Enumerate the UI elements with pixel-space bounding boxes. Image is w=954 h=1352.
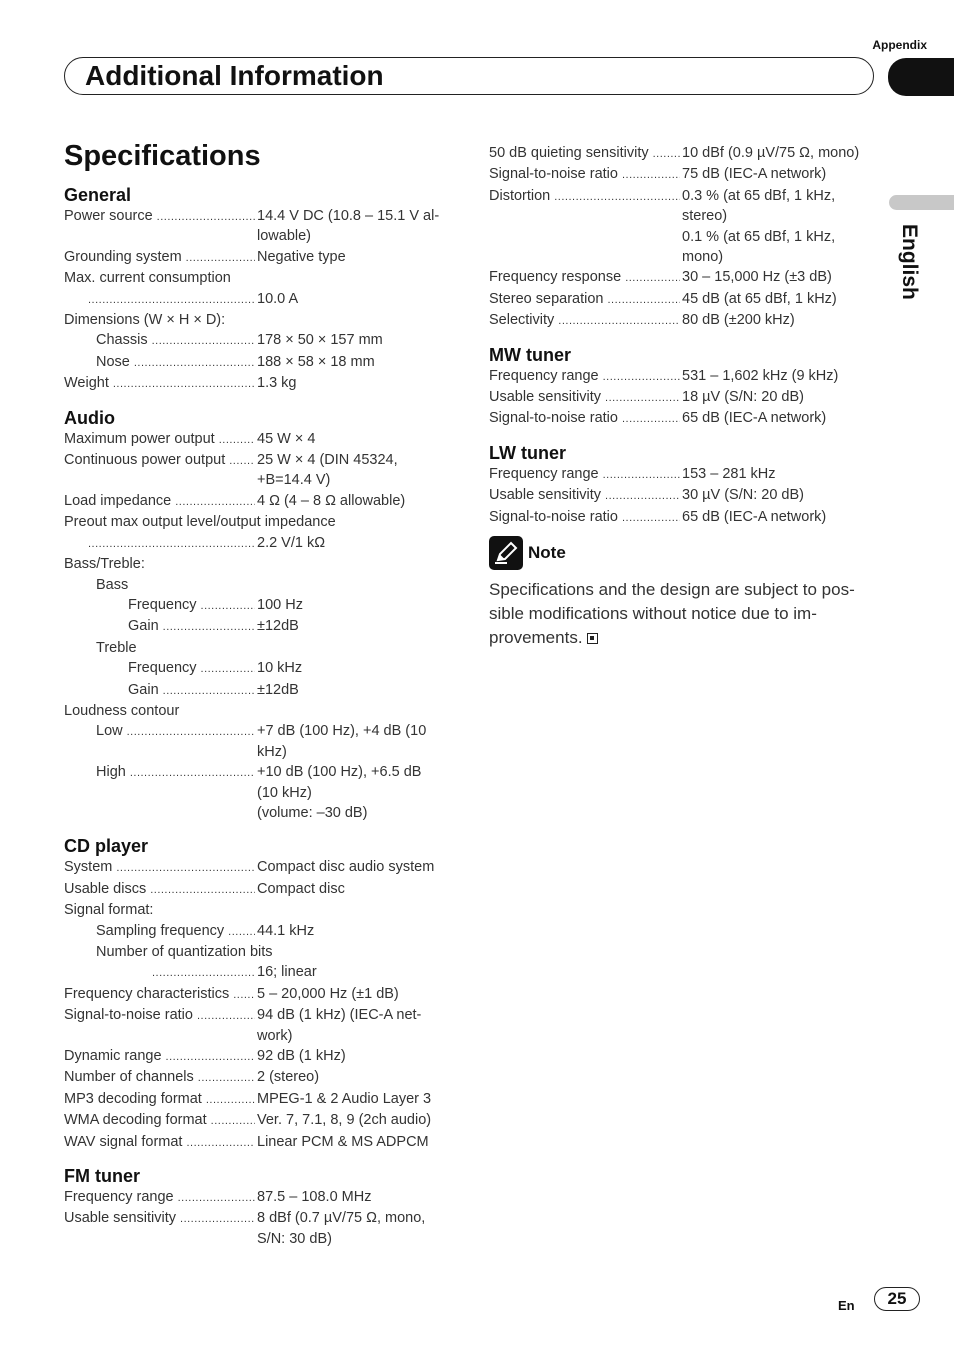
spec-label-cell bbox=[64, 680, 257, 701]
leader-dots bbox=[206, 1089, 255, 1110]
spec-value: 75 dB (IEC-A network) bbox=[682, 166, 827, 183]
leader-dots bbox=[152, 962, 255, 983]
leader-dots bbox=[605, 387, 680, 408]
spec-label-cell bbox=[64, 373, 257, 394]
spec-label-cell bbox=[64, 879, 257, 900]
spec-value: 10.0 A bbox=[257, 290, 299, 307]
pencil-icon bbox=[489, 536, 523, 570]
note-header bbox=[489, 536, 879, 570]
spec-value: 10 kHz bbox=[257, 660, 303, 677]
spec-row bbox=[64, 1005, 454, 1046]
spec-label: Stereo separation bbox=[489, 290, 604, 307]
leader-dots bbox=[152, 330, 255, 351]
spec-label: Low bbox=[96, 723, 123, 740]
section-gap bbox=[64, 395, 454, 407]
spec-heading bbox=[64, 512, 454, 532]
spec-row bbox=[64, 658, 454, 679]
spec-label: Signal-to-noise ratio bbox=[64, 1007, 193, 1024]
spec-value: 153 – 281 kHz bbox=[682, 465, 776, 482]
section-gap bbox=[489, 430, 879, 442]
spec-label-cell bbox=[64, 1208, 257, 1249]
leader-dots bbox=[625, 267, 680, 288]
leader-dots bbox=[88, 289, 255, 310]
spec-label-cell bbox=[64, 962, 257, 983]
spec-label-cell bbox=[64, 1089, 257, 1110]
spec-row bbox=[64, 921, 454, 942]
leader-dots bbox=[622, 408, 680, 429]
page-title: Specifications bbox=[64, 140, 261, 172]
spec-label-cell bbox=[489, 366, 682, 387]
note-text bbox=[489, 578, 874, 650]
leader-dots bbox=[622, 507, 680, 528]
spec-label: Grounding system bbox=[64, 248, 182, 265]
leader-dots bbox=[134, 352, 255, 373]
spec-value: Linear PCM & MS ADPCM bbox=[257, 1133, 429, 1150]
spec-row bbox=[489, 267, 879, 288]
spec-heading-text: Preout max output level/output impedance bbox=[64, 514, 336, 531]
spec-label-cell bbox=[489, 267, 682, 288]
spec-label-cell bbox=[64, 330, 257, 351]
spec-row bbox=[64, 429, 454, 450]
spec-value: 10 dBf (0.9 µV/75 Ω, mono) bbox=[682, 145, 860, 161]
spec-label: Usable sensitivity bbox=[489, 389, 602, 406]
spec-value: Compact disc audio system bbox=[257, 859, 435, 876]
chapter-tab bbox=[888, 58, 954, 96]
spec-row bbox=[489, 387, 879, 408]
leader-dots bbox=[166, 1046, 255, 1067]
spec-heading-text: Max. current consumption bbox=[64, 270, 231, 287]
leader-dots bbox=[197, 1005, 255, 1046]
spec-label: High bbox=[96, 764, 126, 781]
spec-row bbox=[64, 616, 454, 637]
spec-row bbox=[489, 310, 879, 331]
spec-label: WAV signal format bbox=[64, 1133, 183, 1150]
spec-row bbox=[64, 762, 454, 823]
spec-label: Frequency range bbox=[489, 465, 599, 482]
spec-value: 80 dB (±200 kHz) bbox=[682, 312, 795, 329]
spec-label: Usable sensitivity bbox=[489, 487, 602, 504]
spec-value: 4 Ω (4 – 8 Ω allowable) bbox=[257, 492, 406, 509]
spec-value: 44.1 kHz bbox=[257, 922, 315, 939]
spec-label-cell bbox=[64, 1005, 257, 1046]
spec-label-cell bbox=[489, 408, 682, 429]
leader-dots bbox=[150, 879, 255, 900]
appendix-label: Appendix bbox=[872, 38, 927, 52]
spec-row bbox=[489, 289, 879, 310]
spec-label: Usable discs bbox=[64, 880, 147, 897]
language-code: En bbox=[838, 1298, 855, 1313]
spec-row bbox=[64, 721, 454, 762]
section-gap bbox=[64, 823, 454, 835]
leader-dots bbox=[211, 1110, 255, 1131]
leader-dots bbox=[113, 373, 255, 394]
spec-label: Gain bbox=[128, 681, 159, 698]
spec-label: Frequency bbox=[128, 596, 197, 613]
spec-value: ±12dB bbox=[257, 618, 299, 635]
spec-value: 531 – 1,602 kHz (9 kHz) bbox=[682, 367, 839, 384]
spec-value: 178 × 50 × 157 mm bbox=[257, 332, 383, 349]
spec-value: 65 dB (IEC-A network) bbox=[682, 410, 827, 427]
spec-label: Power source bbox=[64, 208, 153, 224]
spec-label: Signal-to-noise ratio bbox=[489, 410, 618, 427]
spec-row bbox=[64, 595, 454, 616]
spec-label-cell bbox=[64, 491, 257, 512]
right-column bbox=[489, 143, 879, 650]
spec-value: 18 µV (S/N: 20 dB) bbox=[682, 389, 804, 406]
language-tab-label: English bbox=[898, 224, 921, 300]
spec-label: Frequency characteristics bbox=[64, 985, 230, 1002]
spec-label: Frequency range bbox=[64, 1189, 174, 1206]
spec-row bbox=[64, 1089, 454, 1110]
note-body: Specifications and the design are subject to pos-sible modifications without notice due to im-provements. bbox=[489, 580, 855, 648]
note-label: Note bbox=[528, 543, 566, 563]
spec-value: 30 µV (S/N: 20 dB) bbox=[682, 487, 804, 504]
spec-label: Dynamic range bbox=[64, 1048, 162, 1065]
spec-label: 50 dB quieting sensitivity bbox=[489, 145, 649, 161]
spec-heading bbox=[64, 575, 454, 595]
spec-label: Selectivity bbox=[489, 312, 555, 329]
spec-value: 87.5 – 108.0 MHz bbox=[257, 1189, 372, 1206]
spec-row bbox=[64, 857, 454, 878]
spec-row bbox=[489, 186, 879, 268]
spec-label: Weight bbox=[64, 375, 109, 392]
spec-label: WMA decoding format bbox=[64, 1112, 207, 1129]
leader-dots bbox=[163, 680, 255, 701]
spec-label-cell bbox=[64, 289, 257, 310]
spec-label-cell bbox=[64, 762, 257, 823]
spec-label-cell bbox=[64, 857, 257, 878]
spec-value: Ver. 7, 7.1, 8, 9 (2ch audio) bbox=[257, 1112, 432, 1129]
leader-dots bbox=[653, 143, 680, 164]
spec-value: 25 W × 4 (DIN 45324, +B=14.4 V) bbox=[257, 452, 398, 489]
leader-dots bbox=[116, 857, 255, 878]
spec-row bbox=[489, 164, 879, 185]
spec-label-cell bbox=[489, 507, 682, 528]
spec-row bbox=[64, 450, 454, 491]
spec-label-cell bbox=[64, 616, 257, 637]
spec-value: 16; linear bbox=[257, 964, 317, 981]
spec-label-cell bbox=[64, 1067, 257, 1088]
leader-dots bbox=[180, 1208, 255, 1249]
spec-row bbox=[64, 680, 454, 701]
spec-value: 30 – 15,000 Hz (±3 dB) bbox=[682, 269, 832, 286]
spec-row bbox=[64, 373, 454, 394]
spec-label-cell bbox=[64, 721, 257, 762]
spec-value: 188 × 58 × 18 mm bbox=[257, 353, 375, 370]
spec-row bbox=[489, 366, 879, 387]
spec-label: Gain bbox=[128, 618, 159, 635]
leader-dots bbox=[127, 721, 255, 762]
spec-value: 0.3 % (at 65 dBf, 1 kHz, stereo) 0.1 % (at 65 dBf, 1 kHz, mono) bbox=[682, 187, 836, 266]
spec-row bbox=[489, 507, 879, 528]
spec-label-cell bbox=[64, 1110, 257, 1131]
section-title: LW tuner bbox=[489, 442, 566, 463]
spec-value: 14.4 V DC (10.8 – 15.1 V al- lowable) bbox=[257, 208, 440, 245]
spec-row bbox=[64, 879, 454, 900]
spec-row bbox=[64, 1110, 454, 1131]
leader-dots bbox=[186, 1132, 255, 1153]
spec-row bbox=[64, 962, 454, 983]
spec-value: 100 Hz bbox=[257, 596, 303, 613]
leader-dots bbox=[233, 984, 255, 1005]
spec-heading bbox=[64, 942, 454, 962]
right-specs bbox=[489, 143, 879, 528]
spec-heading bbox=[64, 554, 454, 574]
spec-label: Load impedance bbox=[64, 492, 172, 509]
spec-value: 45 dB (at 65 dBf, 1 kHz) bbox=[682, 290, 837, 307]
spec-row bbox=[64, 289, 454, 310]
spec-row bbox=[64, 206, 454, 247]
spec-label-cell bbox=[489, 387, 682, 408]
spec-label: Signal-to-noise ratio bbox=[489, 166, 618, 183]
spec-heading bbox=[64, 900, 454, 920]
section-gap bbox=[489, 332, 879, 344]
spec-label: Maximum power output bbox=[64, 430, 215, 447]
spec-row bbox=[64, 1187, 454, 1208]
leader-dots bbox=[88, 533, 255, 554]
spec-label-cell bbox=[64, 247, 257, 268]
spec-heading bbox=[64, 638, 454, 658]
spec-label-cell bbox=[64, 429, 257, 450]
section-banner bbox=[64, 57, 874, 95]
banner-title: Additional Information bbox=[85, 60, 384, 91]
spec-label-cell bbox=[489, 310, 682, 331]
spec-heading-text: Loudness contour bbox=[64, 702, 180, 719]
spec-row bbox=[64, 533, 454, 554]
spec-label-cell bbox=[64, 206, 257, 247]
spec-label-cell bbox=[64, 595, 257, 616]
spec-value: 2 (stereo) bbox=[257, 1069, 320, 1086]
leader-dots bbox=[622, 164, 680, 185]
language-tab-marker bbox=[889, 195, 954, 210]
spec-label: Nose bbox=[96, 353, 130, 370]
spec-label-cell bbox=[64, 921, 257, 942]
spec-label-cell bbox=[64, 658, 257, 679]
spec-row bbox=[64, 1046, 454, 1067]
spec-label-cell bbox=[64, 984, 257, 1005]
spec-label-cell bbox=[64, 450, 257, 491]
spec-heading-text: Bass/Treble: bbox=[64, 556, 145, 573]
spec-label: Sampling frequency bbox=[96, 922, 225, 939]
spec-value: 8 dBf (0.7 µV/75 Ω, mono, S/N: 30 dB) bbox=[257, 1210, 426, 1247]
spec-label: Signal-to-noise ratio bbox=[489, 508, 618, 525]
leader-dots bbox=[228, 921, 255, 942]
leader-dots bbox=[201, 595, 255, 616]
spec-row bbox=[64, 1067, 454, 1088]
leader-dots bbox=[157, 206, 255, 247]
leader-dots bbox=[130, 762, 255, 823]
spec-label-cell bbox=[64, 1132, 257, 1153]
spec-heading bbox=[64, 268, 454, 288]
spec-row bbox=[64, 352, 454, 373]
leader-dots bbox=[554, 186, 680, 268]
spec-label-cell bbox=[489, 464, 682, 485]
spec-row bbox=[64, 491, 454, 512]
spec-label: Distortion bbox=[489, 187, 551, 204]
spec-row bbox=[64, 247, 454, 268]
leader-dots bbox=[198, 1067, 255, 1088]
section-title: MW tuner bbox=[489, 344, 571, 365]
spec-row bbox=[64, 984, 454, 1005]
spec-label: System bbox=[64, 859, 113, 876]
spec-label-cell bbox=[64, 533, 257, 554]
spec-heading-text: Signal format: bbox=[64, 902, 154, 919]
spec-label: Frequency response bbox=[489, 269, 622, 286]
spec-label: Usable sensitivity bbox=[64, 1210, 177, 1227]
leader-dots bbox=[175, 491, 255, 512]
leader-dots bbox=[607, 289, 680, 310]
section-title: General bbox=[64, 185, 132, 205]
section-title: FM tuner bbox=[64, 1166, 140, 1187]
spec-row bbox=[64, 1208, 454, 1249]
leader-dots bbox=[201, 658, 255, 679]
spec-row bbox=[64, 330, 454, 351]
spec-label: MP3 decoding format bbox=[64, 1090, 202, 1107]
spec-label: Frequency range bbox=[489, 367, 599, 384]
spec-value: +7 dB (100 Hz), +4 dB (10 kHz) bbox=[257, 723, 427, 760]
leader-dots bbox=[186, 247, 255, 268]
left-column bbox=[64, 184, 454, 1249]
spec-label-cell bbox=[64, 1046, 257, 1067]
section-title: CD player bbox=[64, 836, 149, 857]
spec-heading-text: Dimensions (W × H × D): bbox=[64, 312, 226, 329]
leader-dots bbox=[603, 366, 680, 387]
spec-value: 2.2 V/1 kΩ bbox=[257, 534, 326, 551]
spec-heading bbox=[64, 310, 454, 330]
leader-dots bbox=[163, 616, 255, 637]
spec-label-cell bbox=[489, 164, 682, 185]
leader-dots bbox=[603, 464, 680, 485]
spec-label-cell bbox=[489, 186, 682, 268]
spec-value: 1.3 kg bbox=[257, 375, 297, 392]
leader-dots bbox=[558, 310, 680, 331]
spec-label-cell bbox=[489, 143, 682, 164]
spec-value: 5 – 20,000 Hz (±1 dB) bbox=[257, 985, 399, 1002]
section-gap bbox=[64, 1153, 454, 1165]
spec-row bbox=[64, 1132, 454, 1153]
page-number: 25 bbox=[874, 1287, 920, 1311]
spec-heading bbox=[64, 701, 454, 721]
spec-label: Continuous power output bbox=[64, 452, 226, 469]
spec-label: Chassis bbox=[96, 332, 148, 349]
spec-row bbox=[489, 464, 879, 485]
spec-label-cell bbox=[489, 485, 682, 506]
spec-value: MPEG-1 & 2 Audio Layer 3 bbox=[257, 1090, 432, 1107]
leader-dots bbox=[605, 485, 680, 506]
spec-row bbox=[489, 143, 879, 164]
spec-value: ±12dB bbox=[257, 681, 299, 698]
spec-label: Number of channels bbox=[64, 1069, 194, 1086]
spec-heading-text: Treble bbox=[96, 639, 137, 656]
leader-dots bbox=[229, 450, 255, 491]
leader-dots bbox=[219, 429, 255, 450]
spec-value: Compact disc bbox=[257, 880, 345, 897]
spec-heading-text: Number of quantization bits bbox=[96, 944, 273, 960]
spec-value: Negative type bbox=[257, 248, 346, 265]
spec-label-cell bbox=[489, 289, 682, 310]
spec-heading-text: Bass bbox=[96, 576, 129, 593]
spec-value: 92 dB (1 kHz) bbox=[257, 1048, 346, 1065]
leader-dots bbox=[178, 1187, 255, 1208]
spec-label: Frequency bbox=[128, 660, 197, 677]
spec-row bbox=[489, 485, 879, 506]
section-title: Audio bbox=[64, 407, 115, 428]
spec-label-cell bbox=[64, 352, 257, 373]
spec-label-cell bbox=[64, 1187, 257, 1208]
spec-value: 65 dB (IEC-A network) bbox=[682, 508, 827, 525]
spec-value: 94 dB (1 kHz) (IEC-A net- work) bbox=[257, 1007, 422, 1044]
spec-row bbox=[489, 408, 879, 429]
spec-value: +10 dB (100 Hz), +6.5 dB (10 kHz) (volume: –30 dB) bbox=[257, 764, 422, 821]
spec-value: 45 W × 4 bbox=[257, 430, 316, 447]
end-mark-icon bbox=[587, 633, 598, 644]
